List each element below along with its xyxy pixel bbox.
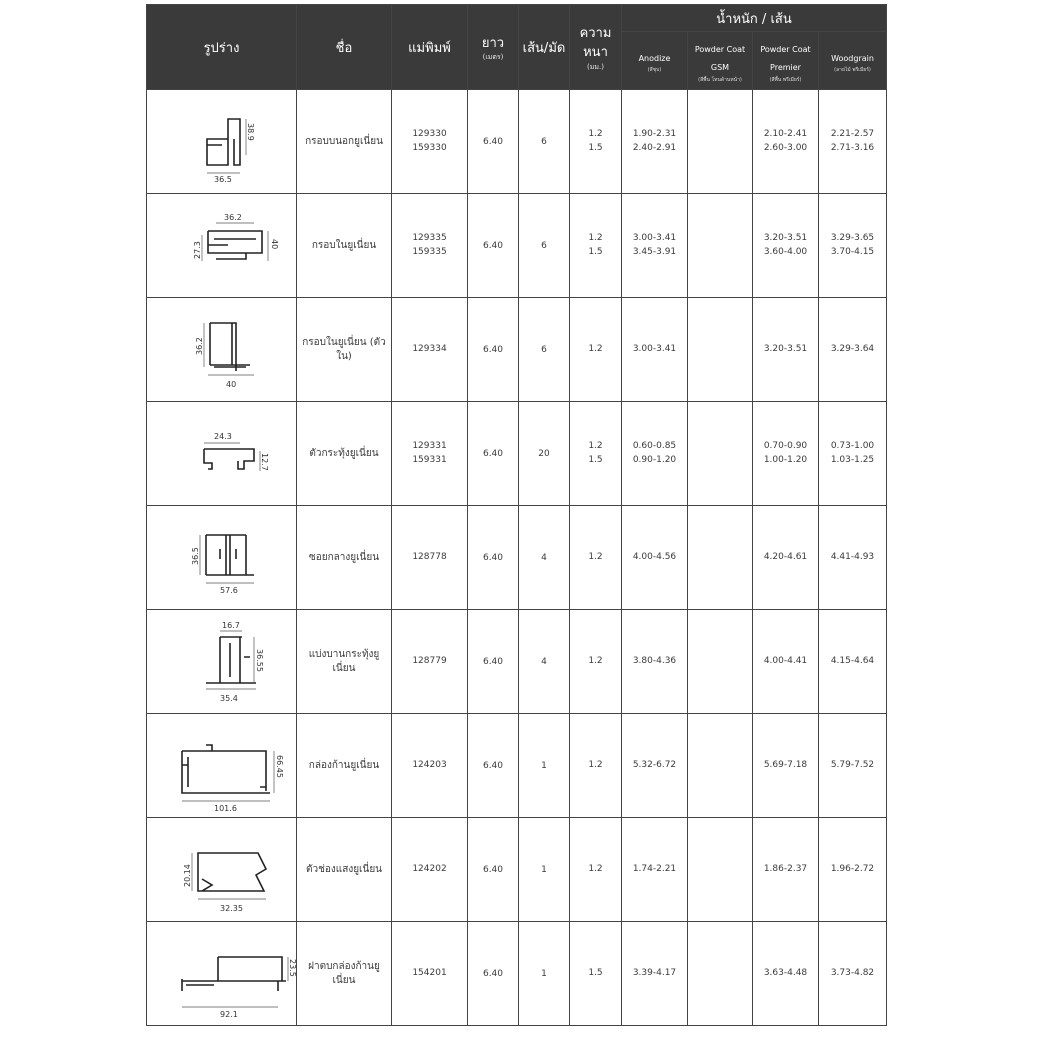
- profile-shape-cell: [147, 402, 297, 506]
- per-bundle-cell: 6: [519, 90, 570, 194]
- header-pc-gsm: Powder Coat GSM (สีพื้น โทนด้านหน้า): [688, 32, 753, 90]
- header-per-bundle: เส้น/มัด: [519, 5, 570, 90]
- svg-text:23.5: 23.5: [287, 958, 297, 977]
- profile-spec-table: [146, 4, 887, 1026]
- length-cell: 6.40: [468, 818, 519, 922]
- length-cell: 6.40: [468, 402, 519, 506]
- woodgrain-weight-cell: 5.79-7.52: [819, 714, 887, 818]
- pc-premier-weight-cell: 5.69-7.18: [753, 714, 819, 818]
- anodize-weight-cell: 5.32-6.72: [622, 714, 688, 818]
- pc-gsm-weight-cell: [688, 506, 753, 610]
- table-row: [147, 610, 887, 714]
- per-bundle-cell: 4: [519, 506, 570, 610]
- profile-shape-cell: [147, 922, 297, 1026]
- table-row: [147, 298, 887, 402]
- table-row: [147, 90, 887, 194]
- profile-cross-section-drawing: [162, 721, 282, 811]
- thickness-cell: 1.2: [570, 506, 622, 610]
- profile-name: ตัวช่องแสงยูเนี่ยน: [297, 818, 392, 922]
- profile-shape-cell: [147, 610, 297, 714]
- pc-premier-weight-cell: 4.20-4.61: [753, 506, 819, 610]
- profile-cross-section-drawing: [162, 409, 282, 499]
- header-pc-premier: Powder Coat Premier (สีพื้น พรีเมียร์): [753, 32, 819, 90]
- svg-text:36.2: 36.2: [194, 336, 204, 355]
- woodgrain-weight-cell: 4.41-4.93: [819, 506, 887, 610]
- mold-number-cell: 129334: [392, 298, 468, 402]
- svg-text:36.55: 36.55: [254, 648, 264, 672]
- thickness-cell: 1.2 1.5: [570, 402, 622, 506]
- length-cell: 6.40: [468, 90, 519, 194]
- per-bundle-cell: 6: [519, 298, 570, 402]
- pc-premier-weight-cell: 1.86-2.37: [753, 818, 819, 922]
- length-cell: 6.40: [468, 506, 519, 610]
- profile-cross-section-drawing: [162, 825, 282, 915]
- profile-name: กล่องก้านยูเนี่ยน: [297, 714, 392, 818]
- thickness-cell: 1.5: [570, 922, 622, 1026]
- table-row: [147, 714, 887, 818]
- thickness-cell: 1.2 1.5: [570, 194, 622, 298]
- per-bundle-cell: 20: [519, 402, 570, 506]
- pc-premier-weight-cell: 3.63-4.48: [753, 922, 819, 1026]
- svg-text:32.35: 32.35: [219, 903, 243, 913]
- header-weight-group: น้ำหนัก / เส้น: [622, 5, 887, 32]
- svg-text:27.3: 27.3: [192, 240, 202, 259]
- anodize-weight-cell: 1.74-2.21: [622, 818, 688, 922]
- mold-number-cell: 154201: [392, 922, 468, 1026]
- pc-premier-weight-cell: 3.20-3.51: [753, 298, 819, 402]
- profile-shape-cell: [147, 194, 297, 298]
- mold-number-cell: 124203: [392, 714, 468, 818]
- thickness-cell: 1.2 1.5: [570, 90, 622, 194]
- svg-text:38.9: 38.9: [245, 122, 255, 141]
- anodize-weight-cell: 0.60-0.85 0.90-1.20: [622, 402, 688, 506]
- table-row: [147, 922, 887, 1026]
- profile-shape-cell: [147, 506, 297, 610]
- per-bundle-cell: 1: [519, 922, 570, 1026]
- table-body: [147, 90, 887, 1026]
- header-thickness: ความหนา (มม.): [570, 5, 622, 90]
- profile-name: กรอบในยูเนี่ยน: [297, 194, 392, 298]
- anodize-weight-cell: 4.00-4.56: [622, 506, 688, 610]
- mold-number-cell: 129331 159331: [392, 402, 468, 506]
- mold-number-cell: 129335 159335: [392, 194, 468, 298]
- table-row: [147, 818, 887, 922]
- profile-name: กรอบบนอกยูเนี่ยน: [297, 90, 392, 194]
- mold-number-cell: 129330 159330: [392, 90, 468, 194]
- length-cell: 6.40: [468, 610, 519, 714]
- profile-cross-section-drawing: [162, 617, 282, 707]
- svg-text:40: 40: [269, 238, 279, 249]
- woodgrain-weight-cell: 4.15-4.64: [819, 610, 887, 714]
- svg-text:35.4: 35.4: [219, 693, 238, 703]
- length-cell: 6.40: [468, 298, 519, 402]
- profile-cross-section-drawing: [162, 97, 282, 187]
- woodgrain-weight-cell: 3.29-3.65 3.70-4.15: [819, 194, 887, 298]
- header-anodize: Anodize (สีชุบ): [622, 32, 688, 90]
- per-bundle-cell: 1: [519, 714, 570, 818]
- profile-cross-section-drawing: [162, 513, 282, 603]
- svg-text:101.6: 101.6: [213, 803, 237, 813]
- profile-shape-cell: [147, 818, 297, 922]
- per-bundle-cell: 6: [519, 194, 570, 298]
- woodgrain-weight-cell: 0.73-1.00 1.03-1.25: [819, 402, 887, 506]
- anodize-weight-cell: 3.39-4.17: [622, 922, 688, 1026]
- pc-gsm-weight-cell: [688, 922, 753, 1026]
- profile-shape-cell: [147, 90, 297, 194]
- header-shape: รูปร่าง: [147, 5, 297, 90]
- table-row: [147, 194, 887, 298]
- mold-number-cell: 124202: [392, 818, 468, 922]
- profile-shape-cell: [147, 714, 297, 818]
- pc-gsm-weight-cell: [688, 610, 753, 714]
- svg-text:12.7: 12.7: [259, 452, 269, 471]
- svg-text:20.14: 20.14: [182, 863, 192, 887]
- header-mold: แม่พิมพ์: [392, 5, 468, 90]
- pc-gsm-weight-cell: [688, 402, 753, 506]
- pc-gsm-weight-cell: [688, 298, 753, 402]
- table-header: [147, 5, 887, 90]
- thickness-cell: 1.2: [570, 818, 622, 922]
- pc-gsm-weight-cell: [688, 90, 753, 194]
- per-bundle-cell: 1: [519, 818, 570, 922]
- per-bundle-cell: 4: [519, 610, 570, 714]
- anodize-weight-cell: 3.80-4.36: [622, 610, 688, 714]
- thickness-cell: 1.2: [570, 714, 622, 818]
- anodize-weight-cell: 3.00-3.41 3.45-3.91: [622, 194, 688, 298]
- profile-cross-section-drawing: [162, 929, 297, 1019]
- header-woodgrain: Woodgrain (ลายไม้ พรีเมียร์): [819, 32, 887, 90]
- pc-gsm-weight-cell: [688, 714, 753, 818]
- svg-text:92.1: 92.1: [219, 1009, 238, 1019]
- svg-text:24.3: 24.3: [213, 431, 232, 441]
- header-length: ยาว (เมตร): [468, 5, 519, 90]
- profile-name: ฝาตบกล่องก้านยูเนี่ยน: [297, 922, 392, 1026]
- anodize-weight-cell: 3.00-3.41: [622, 298, 688, 402]
- svg-text:36.5: 36.5: [190, 546, 200, 565]
- pc-premier-weight-cell: 0.70-0.90 1.00-1.20: [753, 402, 819, 506]
- profile-name: กรอบในยูเนี่ยน (ตัวใน): [297, 298, 392, 402]
- pc-premier-weight-cell: 4.00-4.41: [753, 610, 819, 714]
- thickness-cell: 1.2: [570, 610, 622, 714]
- table-row: [147, 506, 887, 610]
- length-cell: 6.40: [468, 714, 519, 818]
- mold-number-cell: 128778: [392, 506, 468, 610]
- header-name: ชื่อ: [297, 5, 392, 90]
- pc-premier-weight-cell: 3.20-3.51 3.60-4.00: [753, 194, 819, 298]
- pc-premier-weight-cell: 2.10-2.41 2.60-3.00: [753, 90, 819, 194]
- svg-text:40: 40: [225, 379, 236, 389]
- woodgrain-weight-cell: 2.21-2.57 2.71-3.16: [819, 90, 887, 194]
- profile-cross-section-drawing: [162, 305, 282, 395]
- table-row: [147, 402, 887, 506]
- profile-shape-cell: [147, 298, 297, 402]
- svg-text:57.6: 57.6: [219, 585, 238, 595]
- svg-text:66.45: 66.45: [274, 754, 284, 778]
- pc-gsm-weight-cell: [688, 818, 753, 922]
- woodgrain-weight-cell: 3.29-3.64: [819, 298, 887, 402]
- profile-name: ตัวกระทุ้งยูเนี่ยน: [297, 402, 392, 506]
- anodize-weight-cell: 1.90-2.31 2.40-2.91: [622, 90, 688, 194]
- length-cell: 6.40: [468, 922, 519, 1026]
- profile-name: ซอยกลางยูเนี่ยน: [297, 506, 392, 610]
- profile-name: แบ่งบานกระทุ้งยูเนี่ยน: [297, 610, 392, 714]
- woodgrain-weight-cell: 1.96-2.72: [819, 818, 887, 922]
- woodgrain-weight-cell: 3.73-4.82: [819, 922, 887, 1026]
- svg-text:16.7: 16.7: [221, 620, 240, 630]
- svg-text:36.5: 36.5: [213, 174, 232, 184]
- length-cell: 6.40: [468, 194, 519, 298]
- pc-gsm-weight-cell: [688, 194, 753, 298]
- product-spec-sheet: [146, 4, 886, 1026]
- svg-text:36.2: 36.2: [223, 212, 242, 222]
- mold-number-cell: 128779: [392, 610, 468, 714]
- profile-cross-section-drawing: [162, 201, 282, 291]
- thickness-cell: 1.2: [570, 298, 622, 402]
